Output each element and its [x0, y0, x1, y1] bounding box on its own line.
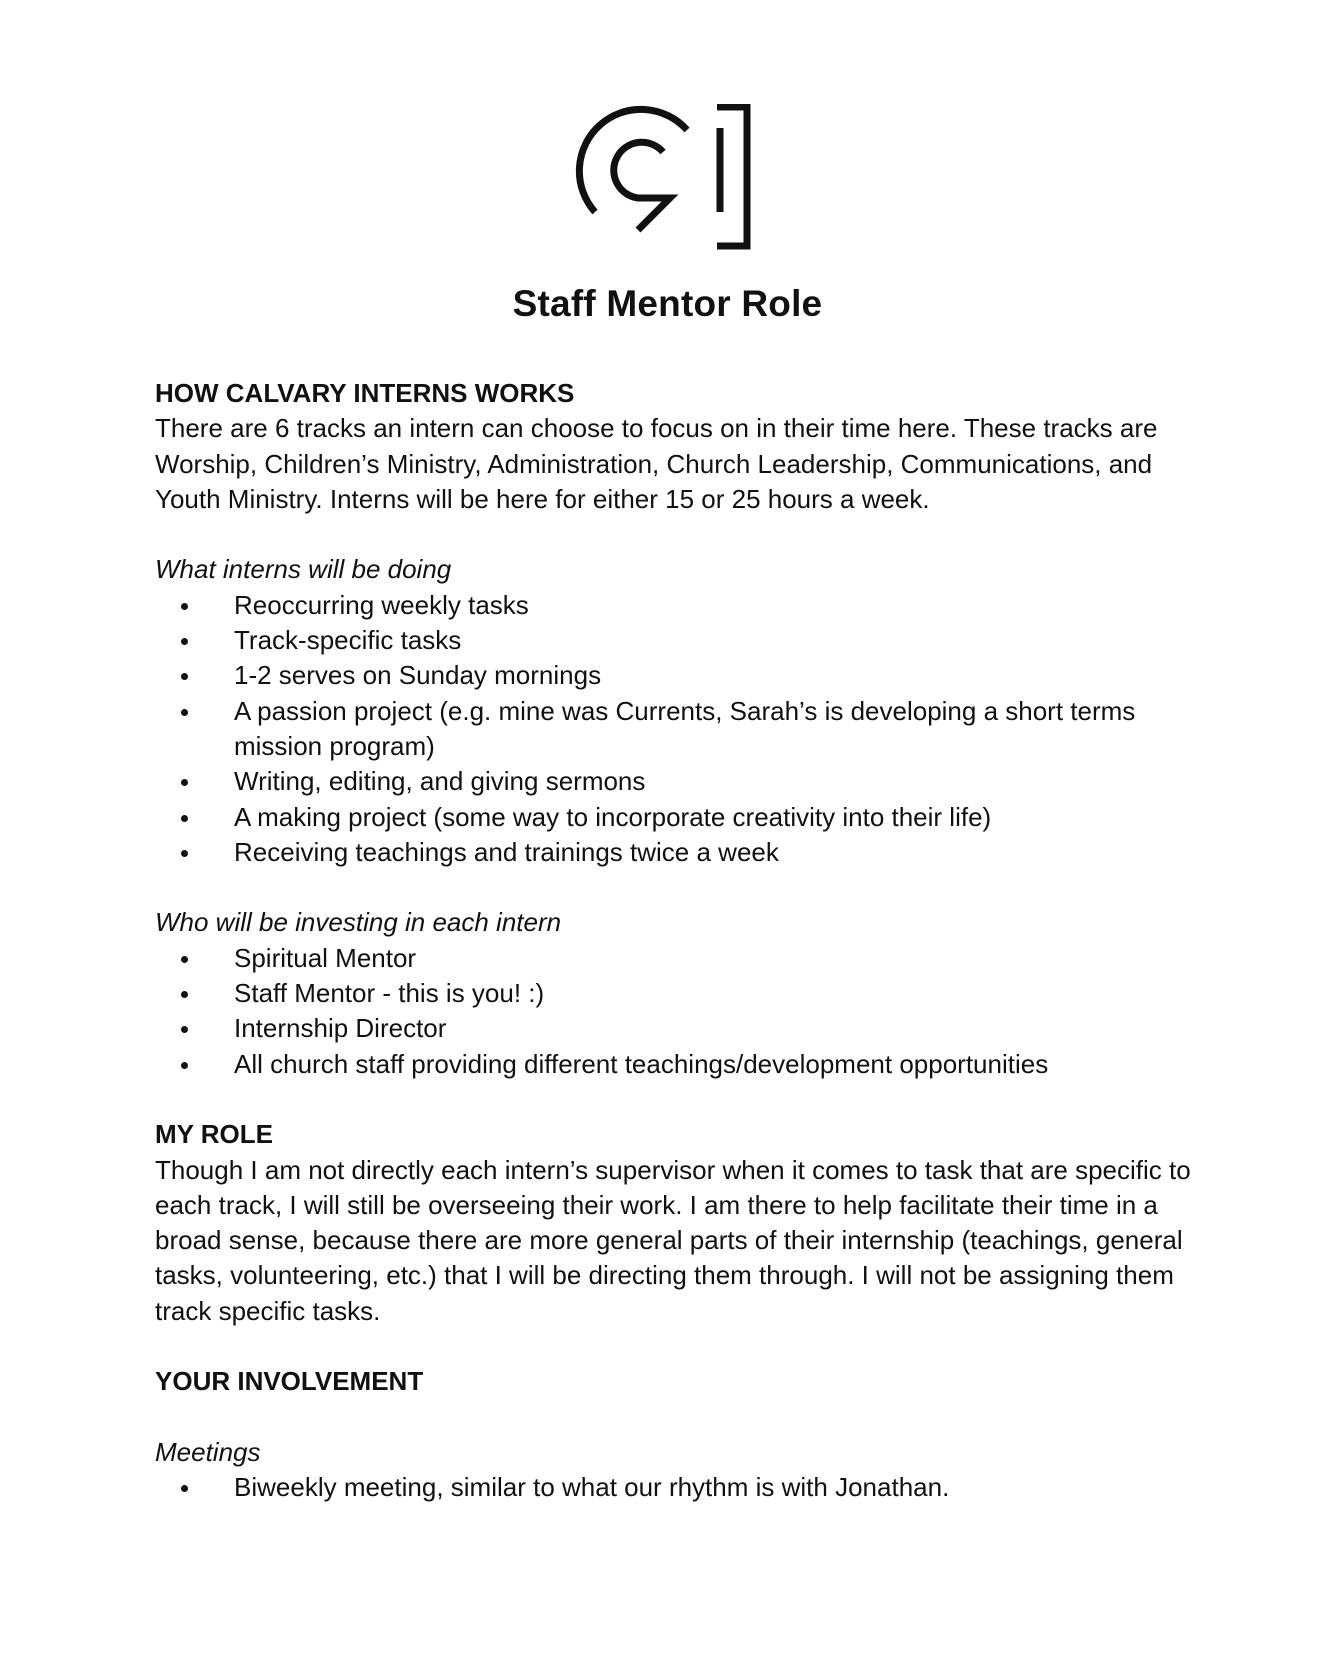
investing-subheading: Who will be investing in each intern	[155, 907, 562, 938]
meetings-subheading: Meetings	[155, 1436, 261, 1467]
document-body	[155, 376, 1195, 1506]
list-item: Receiving teachings and trainings twice a week	[155, 835, 1195, 870]
calvary-interns-logo-icon	[568, 104, 768, 250]
list-item: Spiritual Mentor	[155, 941, 1195, 976]
list-item: A passion project (e.g. mine was Currents, Sarah’s is developing a short terms mission program)	[155, 694, 1195, 765]
meetings-list	[155, 1470, 1195, 1505]
list-item: A making project (some way to incorporate creativity into their life)	[155, 800, 1195, 835]
interns-doing-list	[155, 588, 1195, 870]
list-item: Staff Mentor - this is you! :)	[155, 976, 1195, 1011]
logo-inner-c-arc	[614, 142, 670, 230]
investing-list	[155, 941, 1195, 1082]
how-it-works-heading: HOW CALVARY INTERNS WORKS	[155, 378, 575, 408]
my-role-heading: MY ROLE	[155, 1119, 273, 1150]
list-item: Track-specific tasks	[155, 623, 1195, 658]
list-item: 1-2 serves on Sunday mornings	[155, 658, 1195, 693]
list-item: Writing, editing, and giving sermons	[155, 764, 1195, 799]
list-item: Biweekly meeting, similar to what our rhythm is with Jonathan.	[155, 1470, 1195, 1505]
my-role-paragraph: Though I am not directly each intern’s supervisor when it comes to task that are specific to each track, I will still be overseeing their work. I am there to help facilitate their time in a broad sense, because there are more general parts of their internship (teachings, general tasks, volunteering, etc.) that I will be directing them through. I will not be assigning them track specific tasks.	[155, 1154, 1191, 1326]
list-item: Internship Director	[155, 1011, 1195, 1046]
list-item: Reoccurring weekly tasks	[155, 588, 1195, 623]
your-involvement-heading: YOUR INVOLVEMENT	[155, 1366, 424, 1397]
interns-doing-subheading: What interns will be doing	[155, 554, 452, 585]
list-item: All church staff providing different teachings/development opportunities	[155, 1047, 1195, 1082]
page-title: Staff Mentor Role	[512, 283, 823, 324]
how-it-works-paragraph: There are 6 tracks an intern can choose to focus on in their time here. These tracks are Worship, Children’s Ministry, Administration, Church Leadership, Communications, and Youth Ministry. Interns will be here for either 15 or 25 hours a week.	[155, 413, 1158, 514]
